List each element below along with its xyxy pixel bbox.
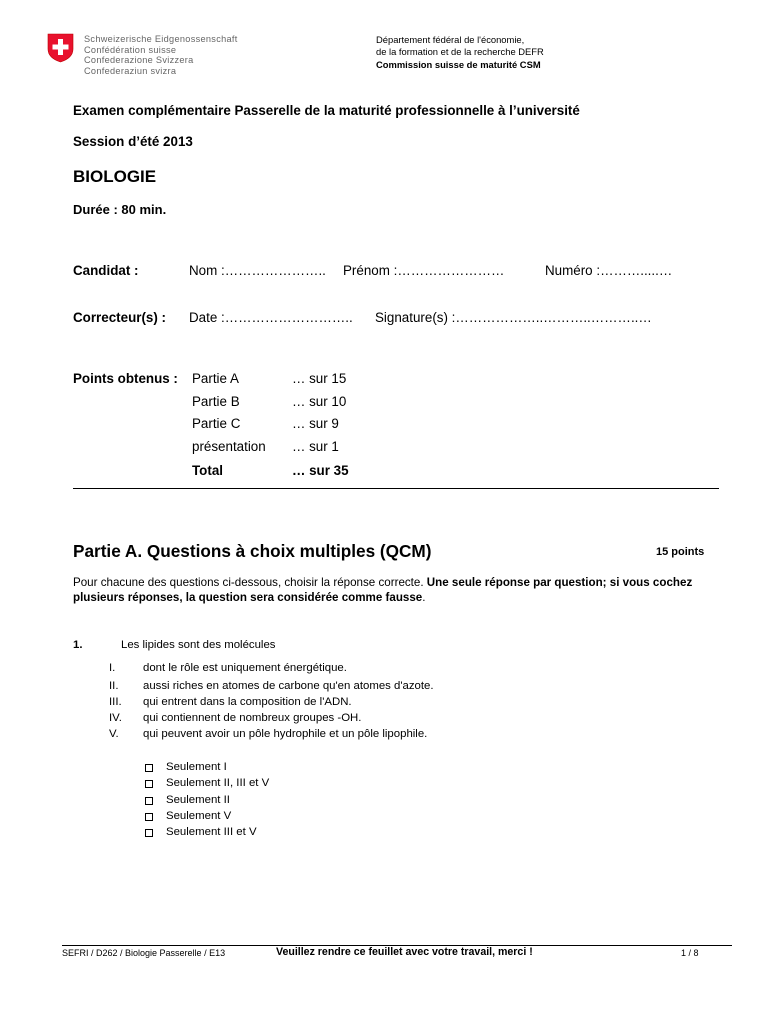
statement-text: dont le rôle est uniquement énergétique. xyxy=(143,662,347,674)
answer-checkbox[interactable] xyxy=(145,813,153,821)
confederation-name-rm: Confederaziun svizra xyxy=(84,65,177,76)
statement-numeral: II. xyxy=(109,680,119,692)
confederation-name-de: Schweizerische Eidgenossenschaft xyxy=(84,34,238,44)
commission-name: Commission suisse de maturité CSM xyxy=(376,58,541,70)
points-part-b-label: Partie B xyxy=(192,394,240,409)
answer-checkbox[interactable] xyxy=(145,829,153,837)
exam-duration: Durée : 80 min. xyxy=(73,202,167,217)
answer-option-label: Seulement II, III et V xyxy=(166,777,270,789)
statement-text: qui peuvent avoir un pôle hydrophile et un pôle lipophile. xyxy=(143,728,428,740)
answer-checkbox[interactable] xyxy=(145,797,153,805)
confederation-name-it: Confederazione Svizzera xyxy=(84,55,194,66)
footer-message: Veuillez rendre ce feuillet avec votre travail, merci ! xyxy=(276,946,533,958)
points-part-c-label: Partie C xyxy=(192,416,241,431)
corrector-signature-field[interactable]: Signature(s) :………………..………..………..… xyxy=(375,310,652,325)
department-line-2: de la formation et de la recherche DEFR xyxy=(376,46,544,58)
section-divider xyxy=(73,488,719,489)
answer-option-label: Seulement III et V xyxy=(166,826,257,838)
answer-checkbox[interactable] xyxy=(145,764,153,772)
points-total-label: Total xyxy=(192,463,223,478)
points-part-c-score: … sur 9 xyxy=(292,416,339,431)
statement-text: qui entrent dans la composition de l'ADN. xyxy=(143,696,352,708)
answer-option-label: Seulement I xyxy=(166,761,227,773)
exam-subject: BIOLOGIE xyxy=(73,167,157,186)
points-part-a-score: … sur 15 xyxy=(292,371,347,386)
instruction-warning: Une seule réponse par question; si vous cochez plusieurs réponses, la question sera considérée comme fausse xyxy=(73,576,693,605)
part-a-points: 15 points xyxy=(656,546,705,558)
points-presentation-label: présentation xyxy=(192,439,266,454)
confederation-names xyxy=(84,34,238,76)
instruction-text: Pour chacune des questions ci-dessous, choisir la réponse correcte. xyxy=(73,576,427,589)
part-a-instructions xyxy=(73,575,723,606)
page-number: 1 / 8 xyxy=(681,948,699,958)
answer-option-label: Seulement II xyxy=(166,794,230,806)
candidate-name-field[interactable]: Nom :………………….. xyxy=(189,263,326,278)
points-total-score: … sur 35 xyxy=(292,463,349,478)
answer-option-label: Seulement V xyxy=(166,810,232,822)
confederation-name-fr: Confédération suisse xyxy=(84,44,177,55)
statement-text: aussi riches en atomes de carbone qu'en atomes d'azote. xyxy=(143,680,434,692)
candidate-firstname-field[interactable]: Prénom :…………………… xyxy=(343,263,505,278)
exam-session: Session d’été 2013 xyxy=(73,134,193,149)
instruction-end: . xyxy=(422,591,426,605)
department-block xyxy=(376,34,544,71)
exam-title: Examen complémentaire Passerelle de la maturité professionnelle à l’université xyxy=(73,103,580,118)
points-part-b-score: … sur 10 xyxy=(292,394,347,409)
candidate-label: Candidat : xyxy=(73,263,139,278)
department-line-1: Département fédéral de l'économie, xyxy=(376,34,525,45)
statement-numeral: I. xyxy=(109,662,116,674)
statement-numeral: III. xyxy=(109,696,122,708)
question-1-text: Les lipides sont des molécules xyxy=(121,639,276,651)
correction-date-field[interactable]: Date :……………………….. xyxy=(189,310,353,325)
candidate-number-field[interactable]: Numéro :……….....… xyxy=(545,263,673,278)
statement-numeral: V. xyxy=(109,728,119,740)
question-1-number: 1. xyxy=(73,639,83,651)
statement-text: qui contiennent de nombreux groupes -OH. xyxy=(143,712,362,724)
part-a-title: Partie A. Questions à choix multiples (QCM) xyxy=(73,541,432,561)
corrector-label: Correcteur(s) : xyxy=(73,310,167,325)
footer-reference: SEFRI / D262 / Biologie Passerelle / E13 xyxy=(62,948,226,958)
points-part-a-label: Partie A xyxy=(192,371,239,386)
points-presentation-score: … sur 1 xyxy=(292,439,339,454)
points-label: Points obtenus : xyxy=(73,371,178,386)
answer-checkbox[interactable] xyxy=(145,780,153,788)
swiss-coat-of-arms-icon xyxy=(47,33,74,63)
statement-numeral: IV. xyxy=(109,712,122,724)
